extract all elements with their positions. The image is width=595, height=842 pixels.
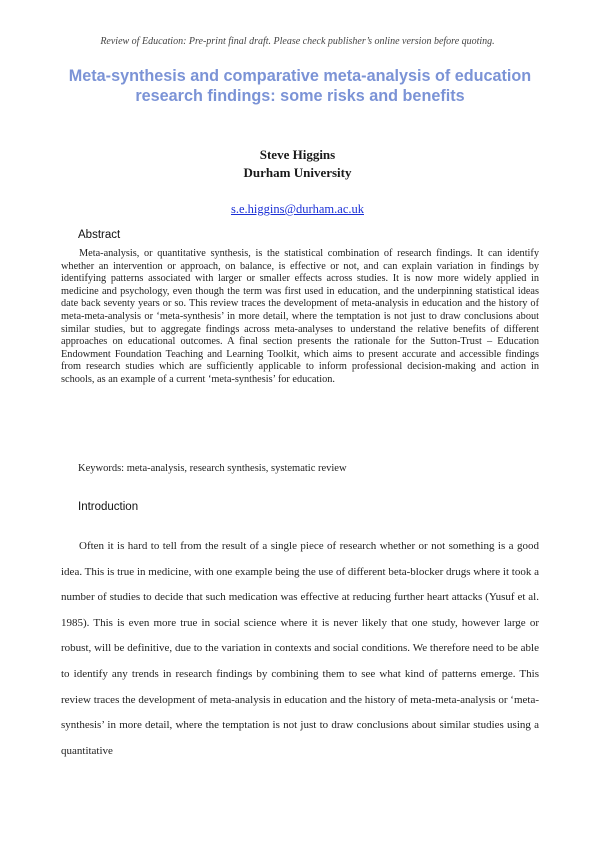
author-affiliation: Durham University xyxy=(243,165,352,180)
abstract-text: Meta-analysis, or quantitative synthesis, is the statistical combination of research findings. It can identify whether an intervention or approach, on balance, is effective or not, and can explain variation in findings by identifying patterns associated with larger or smaller effects across studies. It is now more widely applied in medicine and psychology, even though the term was first used in education, and the underpinning statistical ideas date back seventy years or so. This review traces the development of meta-analysis in education and the history of meta-meta-analysis or ‘meta-synthesis’ in more detail, where the temptation is not just to draw conclusions about similar studies, but to aggregate findings across meta-analyses to understand the relative benefits of different approaches on educational outcomes. A final section presents the rationale for the Sutton-Trust – Education Endowment Foundation Teaching and Learning Toolkit, which aims to present accurate and accessible findings from research studies which are sufficiently applicable to inform professional decision-making and action in schools, as an example of a current ‘meta-synthesis’ for education. xyxy=(61,248,539,385)
running-header: Review of Education: Pre-print final draft. Please check publisher’s online version before quoting. xyxy=(100,36,495,47)
keywords: Keywords: meta-analysis, research synthesis, systematic review xyxy=(78,463,347,474)
paper-title: Meta-synthesis and comparative meta-analysis of education research findings: some risks and benefits xyxy=(68,67,532,105)
author-name: Steve Higgins xyxy=(259,147,336,162)
abstract-heading: Abstract xyxy=(78,229,121,241)
introduction-heading: Introduction xyxy=(78,501,139,513)
author-email-link[interactable]: s.e.higgins@durham.ac.uk xyxy=(230,202,364,216)
introduction-text: Often it is hard to tell from the result of a single piece of research whether or not something is a good idea. This is true in medicine, with one example being the use of different beta-blocker drugs where it took a number of studies to decide that such medication was effective at reducing further heart attacks (Yusuf et al. 1985). This is even more true in social science where it is never likely that one study, however large or robust, will be definitive, due to the variation in contexts and social conditions. We therefore need to be able to identify any trends in research findings by combining them to see what kind of patterns emerge. This review traces the development of meta-analysis in education and the history of meta-meta-analysis or ‘meta-synthesis’ in more detail, where the temptation is not just to draw conclusions about similar studies using a quantitative xyxy=(61,540,539,757)
